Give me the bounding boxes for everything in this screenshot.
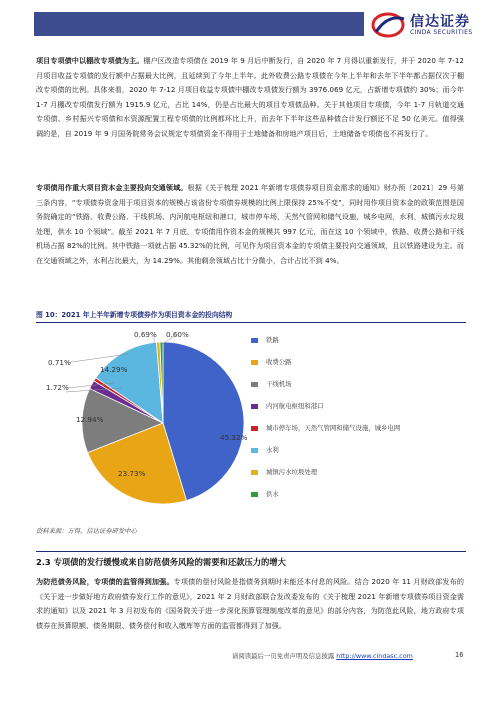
figure-title: 图 10：2021 年上半年新增专项债券作为项目资本金的投向结构 bbox=[36, 309, 466, 323]
brand-name-en: CINDA SECURITIES bbox=[410, 29, 473, 36]
section-paragraph-text: 专项债的偿付风险是指债务到期时未能还本付息的风险。结合 2020 年 11 月财政部发布的《关于进一步做好地方政府债券发行工作的意见》，2021 年 2 月财政部联合发改委发布的《关于梳理 2021 年新增专项债券项目资金需求的通知》以及 2021 年 3 月初发布的《国务院关于进一步深化预算管理制度改革的意见》的部分内容，为防范此风险，地方政府专项债券在预算限额、债务期限、债务偿付和收入缴库等方面的监管都得到了加强。 bbox=[36, 577, 464, 630]
legend-swatch bbox=[251, 448, 258, 453]
pie-slice-label: 0.60% bbox=[166, 330, 189, 339]
paragraph-1-text: 棚户区改造专项债在 2019 年 9 月后中断发行，自 2020 年 7 月得以重新发行，并于 2020 年 7-12 月项目收益专项债的发行额中占据最大比例，且延续到了今年上半年。此外收费公路专项债在今年上半年和去年下半年都占据仅次于棚改专项债的比例。具体来看，2020 年 7-12 月项目收益专项债中棚改专项债发行额为 3976.069 亿元，占新增专项债约 30%；而今年 1-7 月棚改专项债发行额为 1915.9 亿元，占比 14%，仍是占比最大的项目专项债品种。关于其他项目专项债，今年 1-7 月轨道交通专项债、乡村振兴专项债和水资源配置工程专项债的比例都环比上升，而去年下半年这些品种债合计发行额还不足 50 亿美元。值得强调的是，自 2019 年 9 月国务院常务会议规定专项债资金不得用于土地储备和房地产项目后，土地储备专项债也不再发行了。 bbox=[36, 56, 464, 138]
legend-label: 水利 bbox=[266, 446, 279, 454]
legend-label: 干线机场 bbox=[266, 380, 292, 388]
pie-slice-label: 12.94% bbox=[76, 415, 104, 424]
paragraph-2-lead: 专项债用作重大项目资本金主要投向交通领域。 bbox=[36, 183, 188, 192]
legend-swatch bbox=[251, 470, 258, 475]
legend-swatch bbox=[251, 404, 258, 409]
legend-label: 铁路 bbox=[266, 336, 279, 344]
section-title: 2.3 专项债的发行缓慢或来自防范债务风险的需要和还款压力的增大 bbox=[36, 557, 286, 567]
paragraph-1 bbox=[36, 54, 464, 142]
pie-slice-label: 14.29% bbox=[100, 365, 128, 374]
header-bar bbox=[34, 12, 364, 36]
legend-item bbox=[266, 489, 416, 500]
legend-item bbox=[266, 379, 416, 390]
legend-label: 城镇污水垃圾处理 bbox=[266, 468, 318, 476]
disclaimer-text: 请阅读最后一页免责声明及信息披露 bbox=[232, 652, 335, 660]
section-rule bbox=[36, 551, 466, 552]
cinda-logo-icon bbox=[370, 10, 408, 40]
pie-slice-label: 1.72% bbox=[46, 383, 69, 392]
legend-item bbox=[266, 335, 416, 346]
paragraph-2 bbox=[36, 181, 464, 269]
pie-slice-label: 45.32% bbox=[220, 433, 248, 442]
paragraph-2-text: 根据《关于梳理 2021 年新增专项债券项目资金需求的通知》财办预〔2021〕29 号第三条内容，“专项债券资金用于项目资本的规模占该省份专项债券规模的比例上限保持 25%不变”，同时用作项目资本金的政策范围是国务院确定的“铁路、收费公路、干线机场、内河航电枢纽和港口，城市停车场，天然气管网和储气设施，城乡电网，水利，城镇污水垃圾处理，供水 10 个领域”。截至 2021 年 7 月底，专项债用作资本金的规模共 997 亿元，而在这 10 个领域中，铁路、收费公路和干线机场占据 82%的比例。其中铁路一项就占据 45.32%的比例，可见作为项目资本金的专项债主要投向交通领域，且以铁路建设为主。而在交通领域之外，水利占比最大，为 14.29%。其他剩余领域占比十分微小，合计占比不到 4%。 bbox=[36, 183, 464, 265]
brand-name-cn: 信达证券 bbox=[410, 14, 470, 30]
legend-label: 城市停车场，天然气管网和储气设施，城乡电网 bbox=[266, 424, 401, 432]
legend-item bbox=[266, 423, 416, 434]
legend-swatch bbox=[251, 360, 258, 365]
page-number: 16 bbox=[455, 651, 464, 659]
pie-slice-label: 23.73% bbox=[118, 469, 146, 478]
legend-item bbox=[266, 467, 416, 478]
legend-swatch bbox=[251, 426, 258, 431]
legend-swatch bbox=[251, 382, 258, 387]
legend-label: 内河航电枢纽和港口 bbox=[266, 402, 324, 410]
section-paragraph bbox=[36, 575, 464, 633]
legend-item bbox=[266, 401, 416, 412]
website-link[interactable]: http://www.cindasc.com bbox=[336, 652, 413, 660]
legend-label: 供水 bbox=[266, 490, 279, 498]
legend-swatch bbox=[251, 338, 258, 343]
figure-source: 资料来源：万得，信达证券研发中心 bbox=[36, 528, 137, 535]
paragraph-1-lead: 项目专项债中以棚改专项债为主。 bbox=[36, 56, 144, 65]
pie-slice-label: 0.71% bbox=[48, 358, 71, 367]
pie-slice-label: 0.69% bbox=[134, 330, 157, 339]
legend-label: 收费公路 bbox=[266, 358, 292, 366]
page-header bbox=[0, 0, 500, 50]
legend-item bbox=[266, 357, 416, 368]
section-paragraph-lead: 为防范债务风险，专项债的监管得到加强。 bbox=[36, 577, 174, 586]
footer-note bbox=[232, 651, 413, 660]
legend-item bbox=[266, 445, 416, 456]
legend-swatch bbox=[251, 492, 258, 497]
